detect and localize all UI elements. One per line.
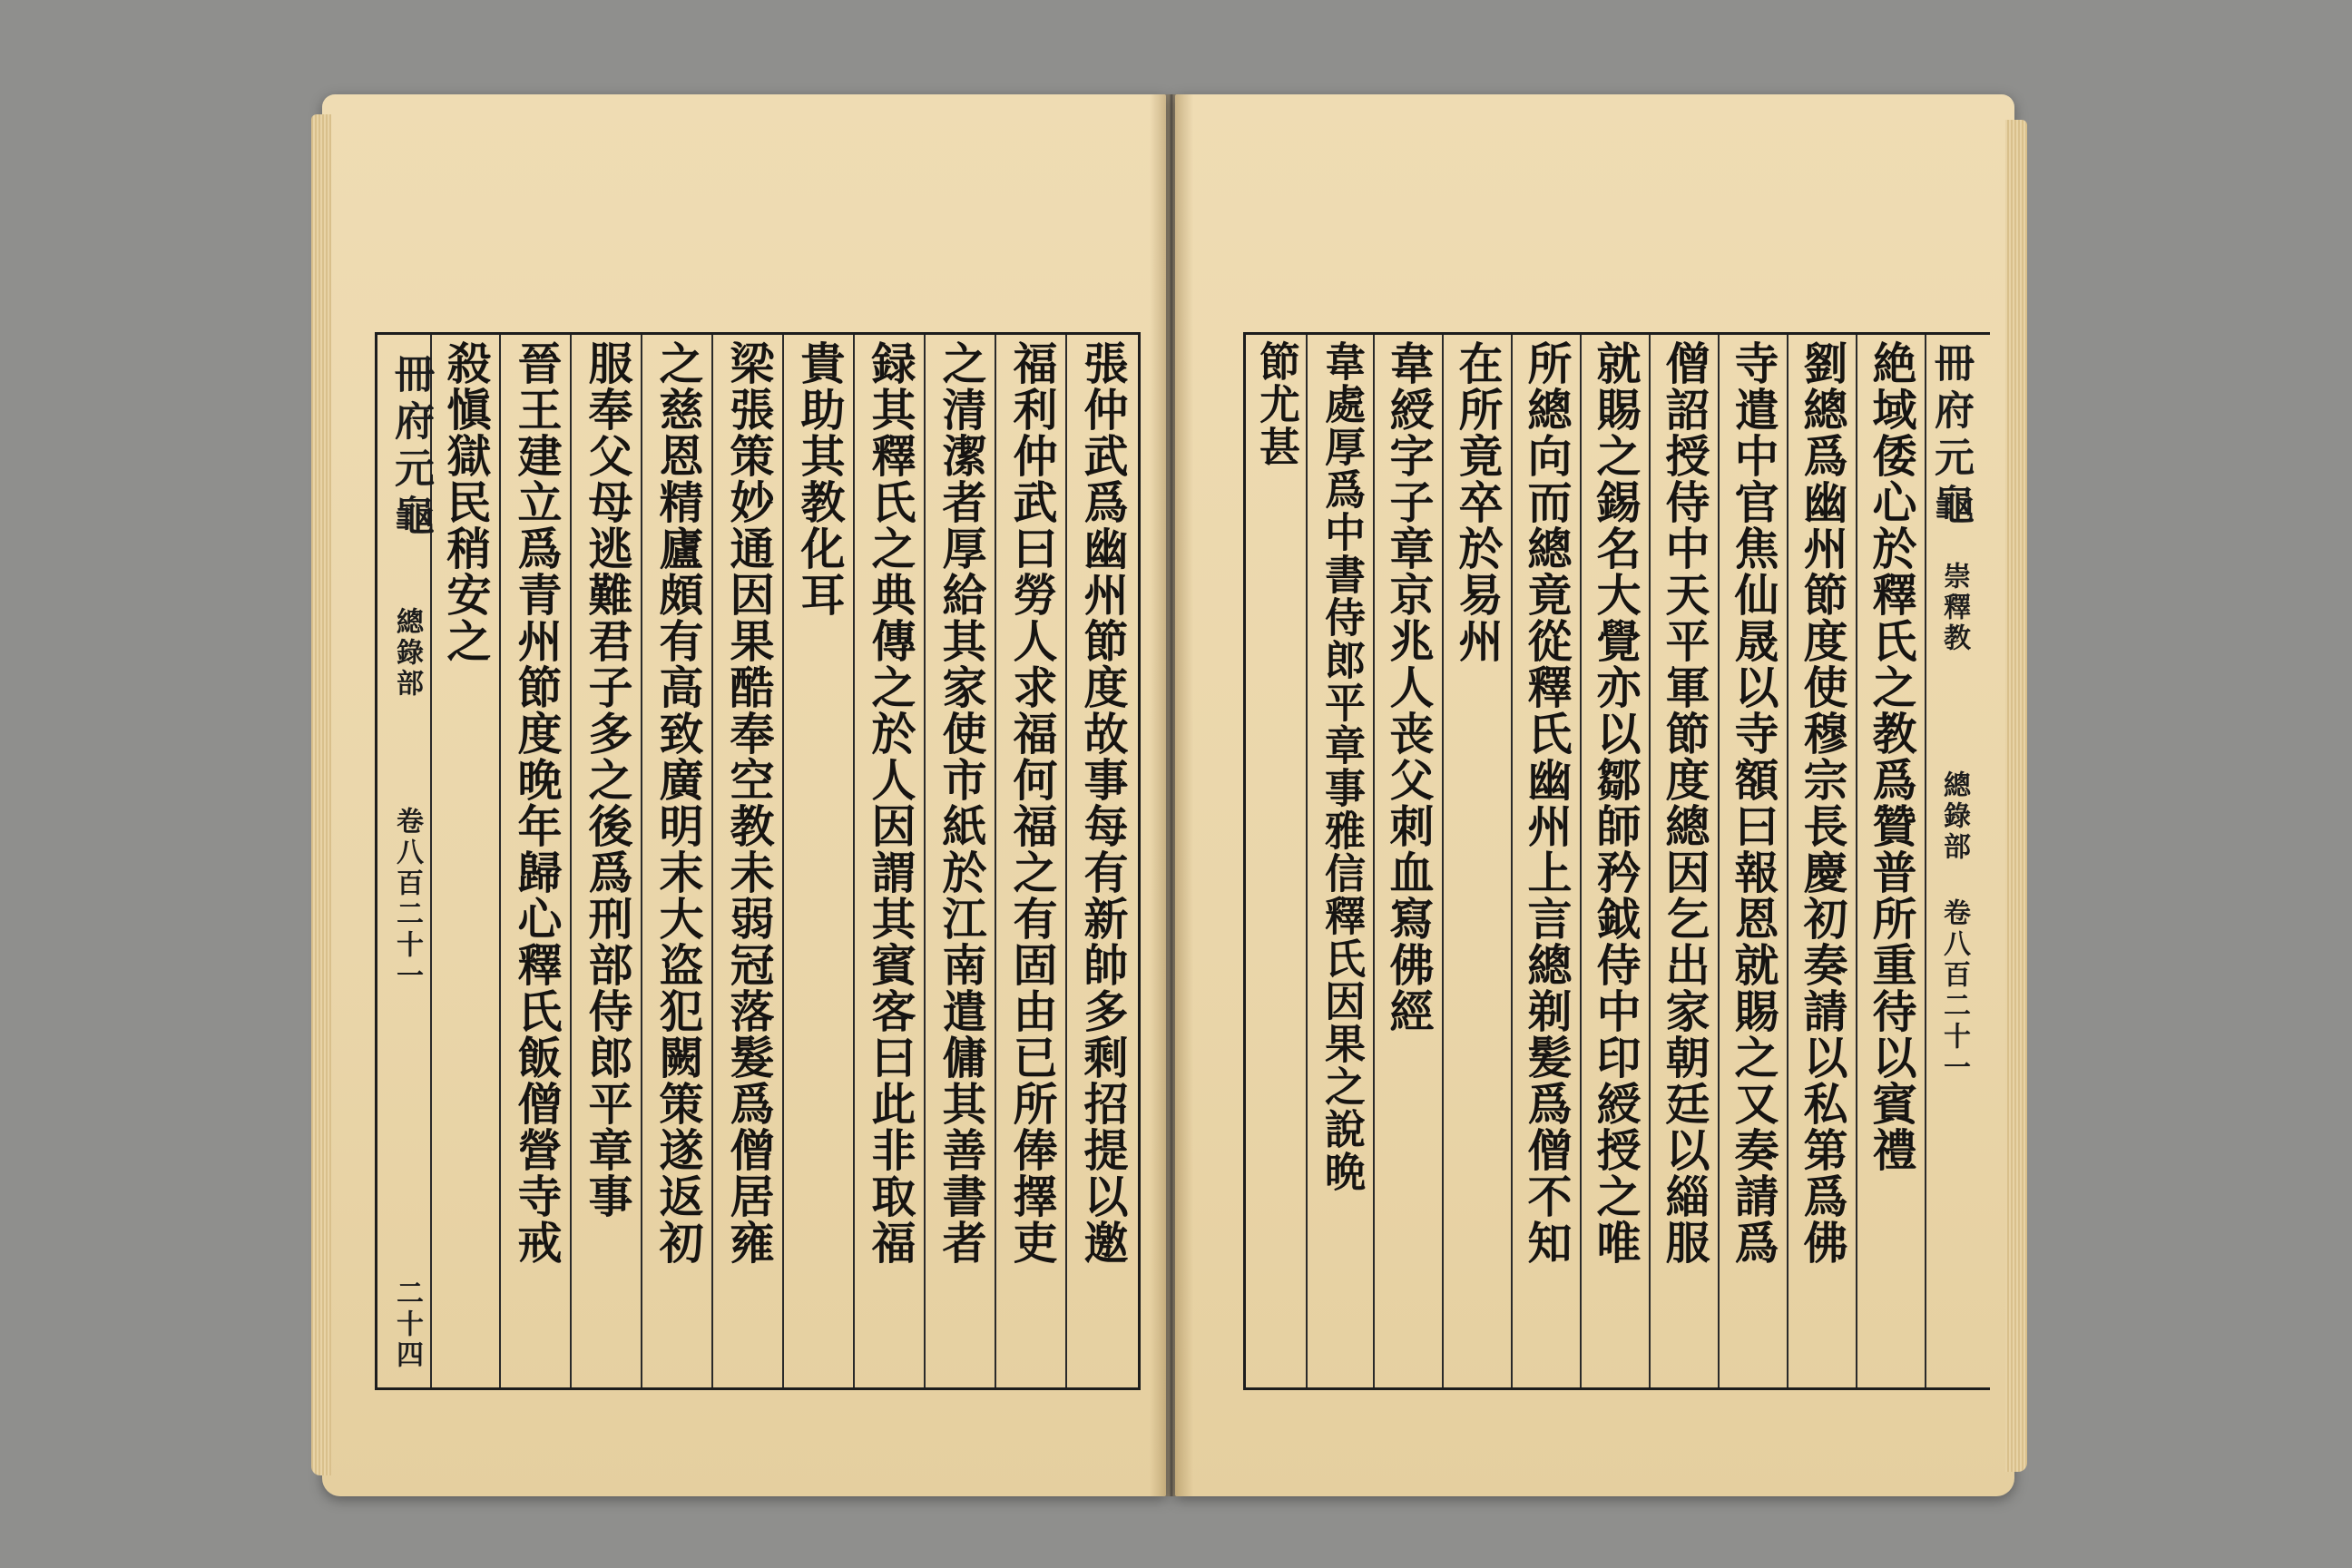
text-column-6: 所總向而總竟從釋氏幽州上言總剃髪爲僧不知	[1521, 340, 1573, 1266]
column-rule	[924, 335, 926, 1387]
text-column-10: 殺愼獄民稍安之	[440, 340, 493, 664]
text-column-7: 在所竟卒於易州	[1452, 340, 1504, 664]
text-column-9: 韋處厚爲中書侍郎平章事雅信釋氏因果之說晩	[1318, 340, 1366, 1193]
open-book	[322, 94, 2014, 1496]
column-rule	[711, 335, 713, 1387]
right-page-edge	[2005, 120, 2027, 1472]
column-rule	[1649, 335, 1651, 1387]
text-column-4: 僧詔授侍中天平軍節度總因乞出家朝廷以緇服	[1659, 340, 1711, 1266]
text-column-5: 就賜之錫名大覺亦以鄒師矜鉞侍中印綬授之唯	[1590, 340, 1642, 1266]
text-column-6: 梁張策妙通因果酷奉空教未弱冠落髮爲僧居雍	[723, 340, 776, 1266]
column-rule	[782, 335, 784, 1387]
text-column-3: 寺遣中官焦仙晟以寺額曰報恩就賜之又奏請爲	[1728, 340, 1780, 1266]
text-column-4: 録其釋氏之典傳之於人因謂其賓客曰此非取福	[865, 340, 917, 1266]
text-column-8: 韋綬字子章京兆人丧父刺血寫佛經	[1383, 340, 1436, 1034]
column-rule	[1580, 335, 1582, 1387]
text-column-10: 節尤甚	[1252, 340, 1300, 468]
left-margin-section: 總錄部	[391, 607, 423, 700]
column-rule	[1373, 335, 1375, 1387]
left-margin-volume: 卷八百二十一	[391, 807, 423, 992]
column-rule	[1787, 335, 1788, 1387]
column-rule	[1718, 335, 1720, 1387]
text-column-1: 張仲武爲幽州節度故事每有新帥多剩招提以邀	[1077, 340, 1130, 1266]
left-margin-title: 冊府元龜	[387, 353, 434, 542]
right-text-frame	[1243, 332, 1990, 1390]
column-rule	[995, 335, 996, 1387]
column-rule	[1856, 335, 1857, 1387]
column-rule	[853, 335, 855, 1387]
text-column-2: 劉總爲幽州節度使穆宗長慶初奏請以私第爲佛	[1797, 340, 1849, 1266]
text-column-2: 福利仲武曰勞人求福何福之有固由已所俸擇吏	[1006, 340, 1059, 1266]
book-gutter	[1150, 94, 1193, 1496]
column-rule	[499, 335, 501, 1387]
text-column-1: 絶域倭心於釋氏之教爲贊普所重待以賓禮	[1866, 340, 1918, 1173]
column-rule	[1306, 335, 1308, 1387]
right-margin-section: 崇釋教	[1938, 562, 1970, 654]
text-column-3: 之清潔者厚給其家使市紙於江南遣傭其善書者	[936, 340, 988, 1266]
column-rule	[1442, 335, 1444, 1387]
right-margin-title: 冊府元龜	[1927, 342, 1974, 531]
right-margin-volume: 總錄部 卷八百二十一	[1938, 770, 1970, 1083]
column-rule	[570, 335, 572, 1387]
column-rule	[1511, 335, 1513, 1387]
text-column-7: 之慈恩精廬頗有高致廣明末大盗犯闕策遂返初	[652, 340, 705, 1266]
text-column-8: 服奉父母逃難君子多之後爲刑部侍郎平章事	[582, 340, 634, 1220]
text-column-5: 貴助其教化耳	[794, 340, 847, 618]
column-rule	[641, 335, 642, 1387]
left-page-edge	[311, 114, 331, 1475]
column-rule	[1065, 335, 1067, 1387]
left-margin-page-number: 二十四	[391, 1279, 423, 1371]
left-text-frame	[375, 332, 1141, 1390]
text-column-9: 晉王建立爲青州節度晚年歸心釋氏飯僧營寺戒	[511, 340, 564, 1266]
